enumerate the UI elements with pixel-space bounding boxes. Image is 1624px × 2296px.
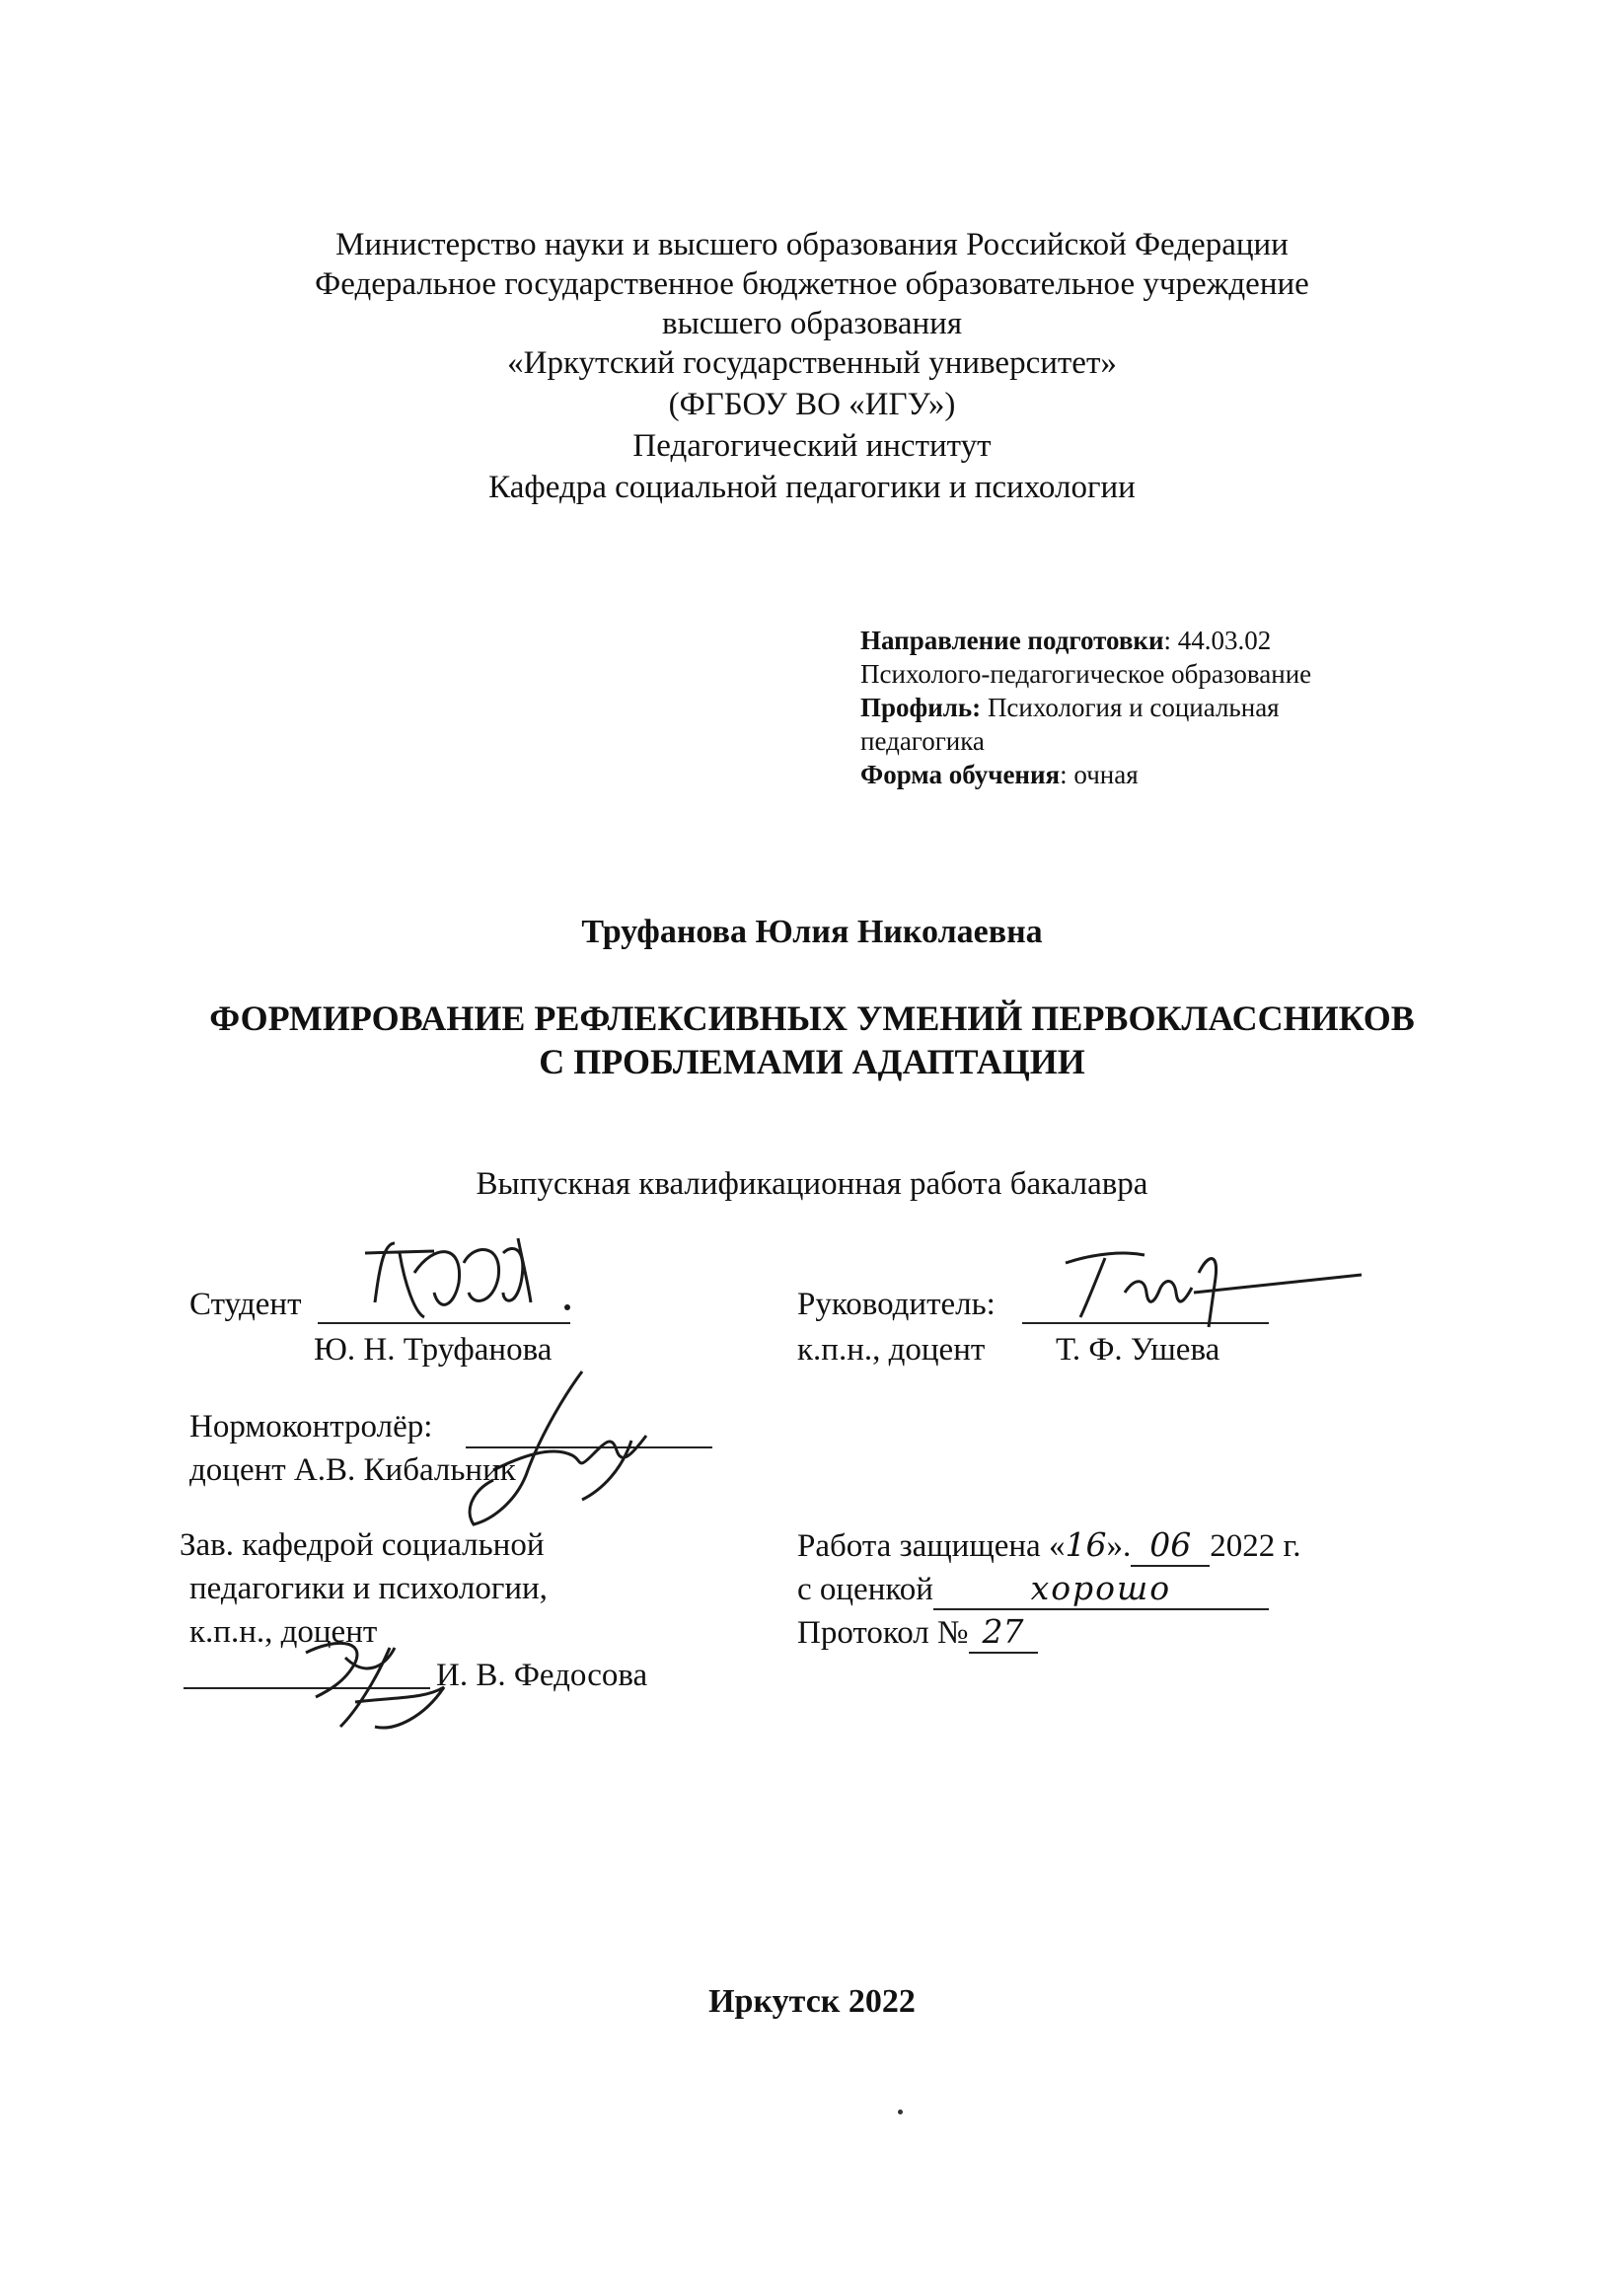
- grade-label: с оценкой: [797, 1572, 933, 1607]
- defense-day: 16: [1065, 1525, 1107, 1564]
- direction-line-2: Психолого-педагогическое образование: [860, 659, 1312, 689]
- header-line-institute: Педагогический институт: [632, 428, 992, 464]
- direction-value: : 44.03.02: [1163, 626, 1272, 655]
- head-line-3: к.п.н., доцент: [189, 1614, 378, 1650]
- student-name: Ю. Н. Труфанова: [314, 1332, 553, 1368]
- supervisor-label: Руководитель:: [797, 1287, 996, 1322]
- student-label: Студент: [189, 1287, 302, 1322]
- head-line-1: Зав. кафедрой социальной: [180, 1527, 545, 1563]
- grade-line: [797, 1569, 1269, 1610]
- header-line-abbrev: (ФГБОУ ВО «ИГУ»): [668, 387, 956, 422]
- normcontrol-label: Нормоконтролёр:: [189, 1409, 433, 1444]
- defense-line: [797, 1525, 1301, 1567]
- thesis-title-line-2: С ПРОБЛЕМАМИ АДАПТАЦИИ: [539, 1042, 1085, 1081]
- defense-year: 2022 г.: [1210, 1528, 1301, 1564]
- scan-speck: [898, 2110, 903, 2114]
- protocol-number: 27: [969, 1612, 1038, 1654]
- author-name: Труфанова Юлия Николаевна: [581, 914, 1043, 950]
- header-line-federal: Федеральное государственное бюджетное образовательное учреждение: [315, 266, 1309, 302]
- direction-line: [860, 624, 1311, 657]
- work-type: Выпускная квалификационная работа бакалавра: [476, 1166, 1148, 1202]
- protocol-line: [797, 1612, 1038, 1654]
- profile-line: [860, 691, 1311, 724]
- defense-mid: ».: [1106, 1528, 1132, 1564]
- form-label: Форма обучения: [860, 760, 1061, 789]
- supervisor-name: Т. Ф. Ушева: [1056, 1332, 1220, 1368]
- normcontrol-name: доцент А.В. Кибальник: [189, 1452, 516, 1488]
- header-line-higher-ed: высшего образования: [662, 306, 962, 341]
- header-line-department: Кафедра социальной педагогики и психологии: [488, 470, 1136, 505]
- defense-prefix: Работа защищена «: [797, 1528, 1066, 1564]
- protocol-label: Протокол №: [797, 1615, 969, 1651]
- header-line-university: «Иркутский государственный университет»: [507, 345, 1117, 381]
- direction-label: Направление подготовки: [860, 626, 1164, 655]
- head-name: И. В. Федосова: [436, 1658, 648, 1693]
- form-line: [860, 758, 1311, 791]
- study-info: [860, 624, 1311, 791]
- grade-value: хорошо: [933, 1569, 1269, 1610]
- profile-value: Психология и социальная: [981, 693, 1280, 722]
- header-line-ministry: Министерство науки и высшего образования Российской Федерации: [335, 227, 1289, 262]
- head-line-2: педагогики и психологии,: [189, 1571, 548, 1606]
- form-value: : очная: [1060, 760, 1139, 789]
- supervisor-signature: [1036, 1233, 1371, 1332]
- defense-month: 06: [1131, 1525, 1210, 1567]
- profile-label: Профиль:: [860, 693, 982, 722]
- city-year: Иркутск 2022: [708, 1983, 916, 2020]
- thesis-title-line-1: ФОРМИРОВАНИЕ РЕФЛЕКСИВНЫХ УМЕНИЙ ПЕРВОКЛАССНИКОВ: [209, 999, 1415, 1038]
- student-signature: [355, 1223, 582, 1332]
- profile-line-2: педагогика: [860, 726, 985, 756]
- supervisor-degree: к.п.н., доцент: [797, 1332, 986, 1368]
